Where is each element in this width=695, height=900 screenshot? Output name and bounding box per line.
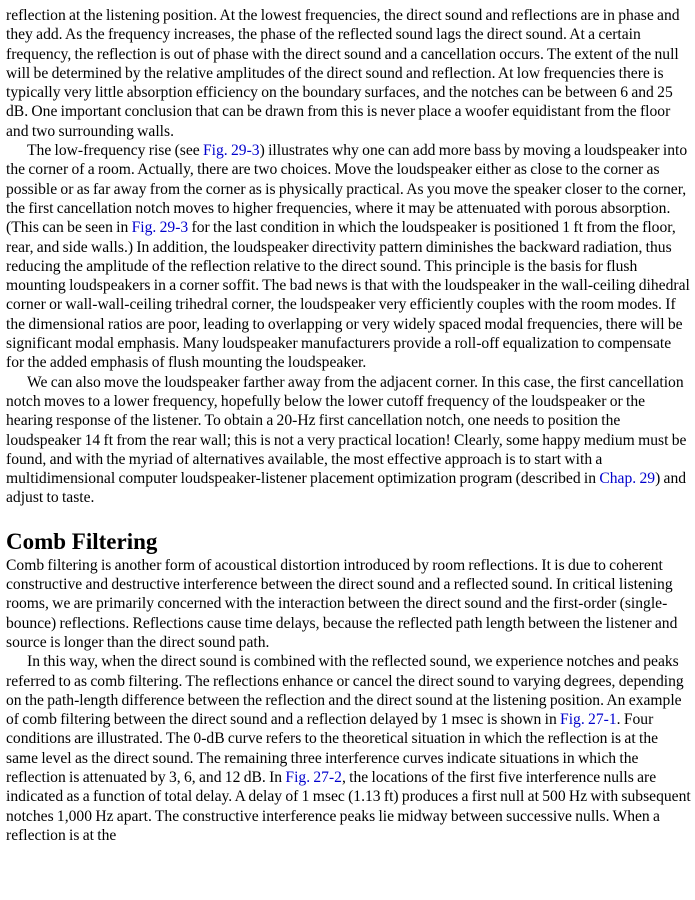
paragraph-move-farther	[6, 373, 692, 508]
text-span: for the last condition in which the loudspeaker is positioned 1 ft from the floor, rear, and side walls.) In addition, the loudspeaker directivity pattern diminishes the backward radiation, thus reducing the amplitude of the reflection relative to the direct sound. This principle is the basis for flush mounting loudspeakers in a corner soffit. The bad news is that with the loudspeaker in the wall-ceiling dihedral corner or wall-wall-ceiling trihedral corner, the loudspeaker very efficiently couples with the room modes. If the dimensional ratios are poor, leading to overlapping or very widely spaced modal frequencies, there will be significant modal emphasis. Many loudspeaker manufacturers provide a roll-off equalization to compensate for the added emphasis of flush mounting the loudspeaker.	[6, 219, 690, 372]
text-span: , the locations of the first five interference nulls are indicated as a function of total delay. A delay of 1 msec (1.13 ft) produces a first null at 500 Hz with subsequent notches 1,000 Hz apart. The constructive interference peaks lie midway between successive nulls. When a reflection is at the	[6, 768, 691, 844]
text-span: ) illustrates why one can add more bass by moving a loudspeaker into the corner of a room. Actually, there are two choices. Move the loudspeaker either as close to the corner as possible or as far away from the corner as is physically practical. As you move the speaker closer to the corner, the first cancellation notch moves to higher frequencies, where it may be attenuated with porous absorption. (This can be seen in	[6, 142, 688, 237]
link-fig-27-1[interactable]: Fig. 27-1	[560, 711, 617, 729]
link-chap-29[interactable]: Chap. 29	[599, 470, 656, 488]
paragraph-low-frequency-rise	[6, 141, 692, 373]
paragraph-null-explanation: reflection at the listening position. At the lowest frequencies, the direct sound and reflections are in phase and they add. As the frequency increases, the phase of the reflected sound lags the direct sound. At a certain frequency, the reflection is out of phase with the direct sound and a cancellation occurs. The extent of the null will be determined by the relative amplitudes of the direct sound and reflection. At low frequencies there is typically very little absorption efficiency on the boundary surfaces, and the notches can be between 6 and 25 dB. One important conclusion that can be drawn from this is never place a woofer equidistant from the floor and two surrounding walls.	[6, 7, 680, 140]
text-span: In this way, when the direct sound is combined with the reflected sound, we experience notches and peaks referred to as comb filtering. The reflections enhance or cancel the direct sound to varying degrees, depending on the path-length difference between the reflection and the direct sound at the listening position. An example of comb filtering between the direct sound and a reflection delayed by 1 msec is shown in	[6, 653, 684, 729]
paragraph-comb-filtering-intro: Comb filtering is another form of acoustical distortion introduced by room reflections. It is due to coherent constructive and destructive interference between the direct sound and a reflected sound. In critical listening rooms, we are primarily concerned with the interaction between the direct sound and the first-order (single-bounce) reflections. Reflections cause time delays, because the reflected path length between the listener and source is longer than the direct sound path.	[6, 556, 678, 651]
link-fig-29-3[interactable]: Fig. 29-3	[202, 142, 260, 160]
text-span: . Four conditions are illustrated. The 0-dB curve refers to the theoretical situation in which the reflection is at the same level as the direct sound. The remaining three interference curves indicate situations in which the reflection is attenuated by 3, 6, and 12 dB. In	[6, 711, 659, 786]
section-heading-comb-filtering: Comb Filtering	[6, 528, 158, 554]
text-span: We can also move the loudspeaker farther away from the adjacent corner. In this case, the first cancellation notch moves to a lower frequency, hopefully below the lower cutoff frequency of the loudspeaker or the hearing response of the listener. To obtain a 20-Hz first cancellation notch, one needs to position the loudspeaker 14 ft from the rear wall; this is not a very practical location! Clearly, some happy medium must be found, and with the myriad of alternatives available, the most effective approach is to start with a multidimensional computer loudspeaker-listener placement optimization program (described in	[6, 373, 687, 488]
text-span: The low-frequency rise (see	[27, 142, 203, 160]
paragraph-comb-filtering-detail	[6, 652, 692, 845]
text-span: ) and adjust to taste.	[6, 470, 687, 507]
link-fig-27-2[interactable]: Fig. 27-2	[285, 768, 342, 786]
link-fig-29-3-second[interactable]: Fig. 29-3	[131, 219, 189, 237]
document-page	[6, 6, 692, 845]
section-spacer	[6, 508, 692, 528]
